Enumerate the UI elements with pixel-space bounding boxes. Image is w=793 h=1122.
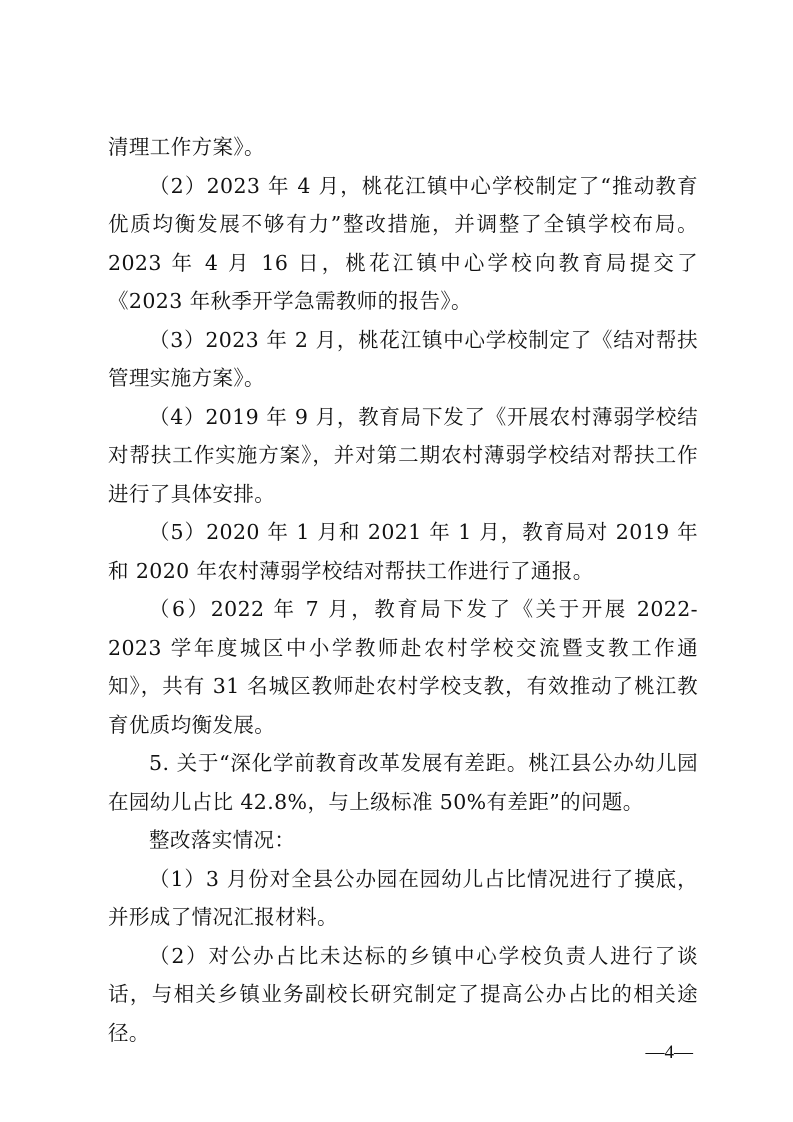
paragraph-item-5: （5）2020 年 1 月和 2021 年 1 月，教育局对 2019 年和 2020 年农村薄弱学校结对帮扶工作进行了通报。 <box>108 520 698 583</box>
paragraph-item-4: （4）2019 年 9 月，教育局下发了《开展农村薄弱学校结对帮扶工作实施方案》，并对第二期农村薄弱学校结对帮扶工作进行了具体安排。 <box>108 404 698 506</box>
paragraph-item-2: （2）2023 年 4 月，桃花江镇中心学校制定了“推动教育优质均衡发展不够有力”整改措施，并调整了全镇学校布局。2023 年 4 月 16 日，桃花江镇中心学校向教育局提交了《2023 年秋季开学急需教师的报告》。 <box>108 173 698 313</box>
paragraph-continuation: 清理工作方案》。 <box>108 135 265 159</box>
section-heading-5: 5. 关于“深化学前教育改革发展有差距。桃江县公办幼儿园在园幼儿占比 42.8%，与上级标准 50%有差距”的问题。 <box>108 751 698 814</box>
rectification-item-2: （2）对公办占比未达标的乡镇中心学校负责人进行了谈话，与相关乡镇业务副校长研究制定了提高公办占比的相关途径。 <box>108 943 698 1045</box>
page-number: —4— <box>645 1042 693 1063</box>
rectification-heading: 整改落实情况： <box>149 828 296 852</box>
paragraph-item-6: （6）2022 年 7 月，教育局下发了《关于开展 2022-2023 学年度城区中小学教师赴农村学校交流暨支教工作通知》，共有 31 名城区教师赴农村学校支教，有效推动了桃江教育优质均衡发展。 <box>108 597 698 737</box>
document-body <box>108 128 698 1052</box>
paragraph-item-3: （3）2023 年 2 月，桃花江镇中心学校制定了《结对帮扶管理实施方案》。 <box>108 327 698 390</box>
rectification-item-1: （1）3 月份对全县公办园在园幼儿占比情况进行了摸底，并形成了情况汇报材料。 <box>108 866 698 929</box>
